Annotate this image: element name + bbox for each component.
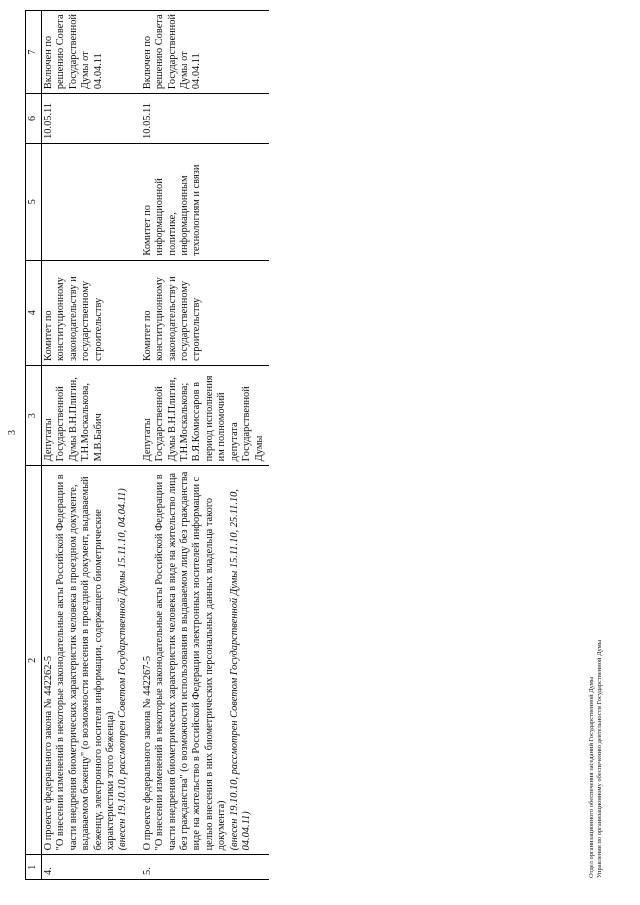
bill-description: "О внесении изменений в некоторые законодательные акты Российской Федерации в части внедрения биометрических характеристик человека в виде на жительство лица без гражданства" (о возможности использования в выдаваемом лицу без гражданства виде на жительство в Российской Федерации электронных носителей информации с целью внесения в них биометрических персональных данных владельца такого документа): [154, 471, 228, 851]
column-header: 2: [26, 466, 42, 855]
lead-committee-cell: Комитет по конституционному законодательству и государственному строительству: [42, 260, 133, 365]
footer-line: Отдел организационного обеспечения заседаний Государственной Думы: [588, 676, 595, 878]
table-row: [42, 11, 133, 880]
authors-cell: Депутаты Государственной Думы В.Н.Плигин, Т.Н.Москалькова; В.Я.Комиссаров в период исполнения им полномочий депутата Государственной Думы: [141, 365, 269, 465]
column-header: 1: [26, 855, 42, 880]
bill-title: О проекте федерального закона № 442267-5: [141, 655, 153, 851]
row-number: 4.: [43, 867, 54, 875]
bill-note: (внесен 19.10.10, рассмотрен Советом Государственной Думы 15.11.10, 04.04.11): [117, 488, 129, 851]
status-cell: Включен по решению Совета Государственной Думы от 04.04.11: [141, 11, 269, 94]
column-header: 7: [26, 11, 42, 94]
bill-description-cell: [141, 466, 269, 855]
footer: [588, 640, 604, 878]
table-row: [141, 11, 269, 880]
column-header: 6: [26, 94, 42, 144]
bill-description: "О внесении изменений в некоторые законодательные акты Российской Федерации в части внедрения биометрических характеристик человека в проездном документе, выдаваемом беженцу" (о возможности внесения в проездной документ, выдаваемый беженцу, электронного носителя информации, содержащего биометрические характеристики этого беженца): [55, 474, 117, 851]
co-committee-cell: Комитет по информационной политике, информационным технологиям и связи: [141, 143, 269, 260]
column-header: 5: [26, 143, 42, 260]
column-header: 4: [26, 260, 42, 365]
row-number: 5.: [141, 867, 153, 875]
bill-title: О проекте федерального закона № 442262-5: [43, 655, 54, 851]
bills-table: [25, 10, 269, 880]
table-header-row: [26, 11, 42, 880]
lead-committee-cell: Комитет по конституционному законодательству и государственному строительству: [141, 260, 269, 365]
bill-description-cell: [42, 466, 133, 855]
date-cell: 10.05.11: [141, 94, 269, 144]
co-committee-cell: [42, 143, 133, 260]
row-spacer: [133, 11, 141, 880]
footer-line: Управления по организационному обеспечению деятельности Государственной Думы: [596, 639, 603, 878]
page-number: 3: [7, 430, 18, 435]
date-cell: 10.05.11: [42, 94, 133, 144]
authors-cell: Депутаты Государственной Думы В.Н.Плигин, Т.Н.Москалькова, М.В.Бабич: [42, 365, 133, 465]
status-cell: Включен по решению Совета Государственной Думы от 04.04.11: [42, 11, 133, 94]
rotated-landscape-content: [0, 10, 640, 890]
bill-note: (внесен 19.10.10, рассмотрен Советом Государственной Думы 15.11.10, 25.11.10, 04.04.11): [228, 489, 253, 851]
column-header: 3: [26, 365, 42, 465]
